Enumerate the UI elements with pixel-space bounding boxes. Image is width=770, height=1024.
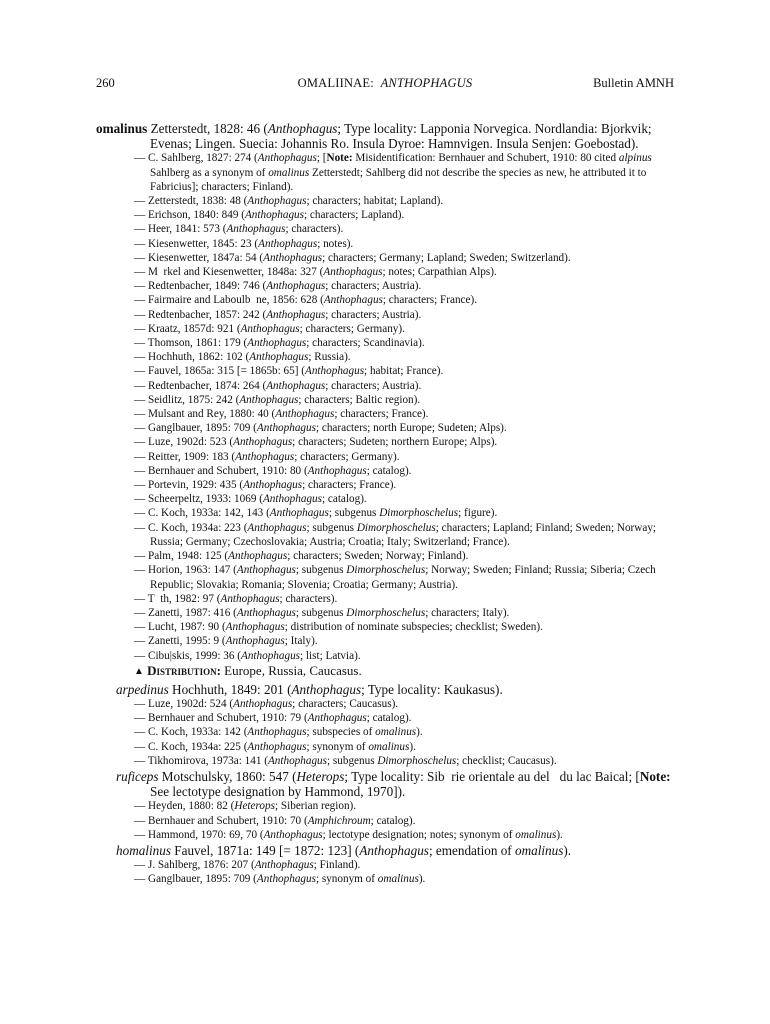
citation-line: — Heyden, 1880: 82 (Heterops; Siberian region). [134,800,357,813]
citation-line: — Erichson, 1840: 849 (Anthophagus; characters; Lapland). [134,209,405,222]
citation-line: — Bernhauer and Schubert, 1910: 80 (Anthophagus; catalog). [134,464,412,477]
citation-line: — C. Koch, 1934a: 225 (Anthophagus; synonym of omalinus). [134,740,416,753]
citation-line: — Zanetti, 1987: 416 (Anthophagus; subgenus Dimorphoschelus; characters; Italy). [134,606,510,619]
distribution-line [96,663,676,680]
citation-line: — Mulsant and Rey, 1880: 40 (Anthophagus; characters; France). [134,408,429,421]
taxon-entry-ruficeps: ruficeps Motschulsky, 1860: 547 (Heterops; Type locality: Sib rie orientale au del du lac Baical; [Note: See lectotype designation by Hammond, 1970]). [116,768,671,800]
citation-line: — Bernhauer and Schubert, 1910: 79 (Anthophagus; catalog). [134,712,412,725]
citation-line: — C. Koch, 1933a: 142, 143 (Anthophagus; subgenus Dimorphoschelus; figure). [134,507,498,520]
citation-line: — M rkel and Kiesenwetter, 1848a: 327 (Anthophagus; notes; Carpathian Alps). [134,266,497,279]
citation-line: — Palm, 1948: 125 (Anthophagus; characters; Sweden; Norway; Finland). [134,550,469,563]
citation-line: — Horion, 1963: 147 (Anthophagus; subgenus Dimorphoschelus; Norway; Sweden; Finland; Russia; Siberia; Czech Republic; Slovakia; Romania; Slovenia; Croatia; Germany; Austria). [134,564,656,591]
citation-line: — Kraatz, 1857d: 921 (Anthophagus; characters; Germany). [134,322,405,335]
citation-line: — Redtenbacher, 1857: 242 (Anthophagus; characters; Austria). [134,308,422,321]
citation-line: — Fairmaire and Laboulb ne, 1856: 628 (Anthophagus; characters; France). [134,294,477,307]
citation-line: — Luze, 1902d: 524 (Anthophagus; characters; Caucasus). [134,697,399,710]
taxon-entry-homalinus: homalinus Fauvel, 1871a: 149 [= 1872: 123] (Anthophagus; emendation of omalinus). [116,842,572,858]
distribution-text: Europe, Russia, Caucasus. [220,662,362,678]
citation-line: — Reitter, 1909: 183 (Anthophagus; characters; Germany). [134,450,400,463]
journal-name: Bulletin AMNH [593,76,674,90]
citation-line: — Zanetti, 1995: 9 (Anthophagus; Italy). [134,635,318,648]
citation-line: — Lucht, 1987: 90 (Anthophagus; distribution of nominate subspecies; checklist; Sweden). [134,621,543,634]
citation-line: — Seidlitz, 1875: 242 (Anthophagus; characters; Baltic region). [134,393,421,406]
citation-line: — C. Koch, 1934a: 223 (Anthophagus; subgenus Dimorphoschelus; characters; Lapland; Finland; Sweden; Norway; Russia; Germany; Czechoslovakia; Austria; Croatia; Italy; Switzerland; France). [134,521,657,548]
citation-line: — Fauvel, 1865a: 315 [= 1865b: 65] (Anthophagus; habitat; France). [134,365,444,378]
taxon-entry-arpedinus: arpedinus Hochhuth, 1849: 201 (Anthophagus; Type locality: Kaukasus). [116,681,503,697]
citation-line: — C. Koch, 1933a: 142 (Anthophagus; subspecies of omalinus). [134,726,423,739]
citation-line: — J. Sahlberg, 1876: 207 (Anthophagus; Finland). [134,859,361,872]
citation-line: — Scheerpeltz, 1933: 1069 (Anthophagus; catalog). [134,493,367,506]
citation-line: — Portevin, 1929: 435 (Anthophagus; characters; France). [134,479,397,492]
citation-line: — Heer, 1841: 573 (Anthophagus; characters). [134,223,344,236]
citation-line: — Bernhauer and Schubert, 1910: 70 (Amphichroum; catalog). [134,814,416,827]
citation-line: — Hammond, 1970: 69, 70 (Anthophagus; lectotype designation; notes; synonym of omalinus). [134,828,563,841]
triangle-icon: ▲ [134,665,144,677]
citation-line: — Hochhuth, 1862: 102 (Anthophagus; Russia). [134,351,351,364]
citation-line: — C. Sahlberg, 1827: 274 (Anthophagus; [Note: Misidentification: Bernhauer and Schubert, 1910: 80 cited alpinus Sahlberg as a synonym of omalinus Zetterstedt; Sahlberg did not describe the species as new, he attributed it to Fabricius]; characters; Finland). [134,152,652,193]
citation-line: — Tikhomirova, 1973a: 141 (Anthophagus; subgenus Dimorphoschelus; checklist; Caucasus). [134,754,557,767]
page-number: 260 [96,76,115,90]
citation-line: — Cibu|skis, 1999: 36 (Anthophagus; list; Latvia). [134,649,361,662]
citation-line: — Luze, 1902d: 523 (Anthophagus; characters; Sudeten; northern Europe; Alps). [134,436,498,449]
catalog-content [96,121,676,887]
citation-line: — Kiesenwetter, 1845: 23 (Anthophagus; notes). [134,237,354,250]
distribution-label: Distribution: [147,662,221,678]
citation-line: — Ganglbauer, 1895: 709 (Anthophagus; characters; north Europe; Sudeten; Alps). [134,422,507,435]
citation-line: — Thomson, 1861: 179 (Anthophagus; characters; Scandinavia). [134,337,425,350]
taxon-entry-omalinus: omalinus Zetterstedt, 1828: 46 (Anthophagus; Type locality: Lapponia Norvegica. Nordlandia: Bjorkvik; Evenas; Lingen. Suecia: Johannis Ro. Insula Dyroe: Hamnvigen. Insula Senjen: Goebostad). [96,121,652,152]
citation-line: — Zetterstedt, 1838: 48 (Anthophagus; characters; habitat; Lapland). [134,195,444,208]
citation-line: — Redtenbacher, 1874: 264 (Anthophagus; characters; Austria). [134,379,422,392]
citation-line: — Ganglbauer, 1895: 709 (Anthophagus; synonym of omalinus). [134,873,426,886]
citation-line: — Kiesenwetter, 1847a: 54 (Anthophagus; characters; Germany; Lapland; Sweden; Switzerland). [134,251,571,264]
citation-line: — Redtenbacher, 1849: 746 (Anthophagus; characters; Austria). [134,280,422,293]
running-title: OMALIINAE: ANTHOPHAGUS [297,76,473,90]
citation-line: — T th, 1982: 97 (Anthophagus; characters). [134,592,338,605]
